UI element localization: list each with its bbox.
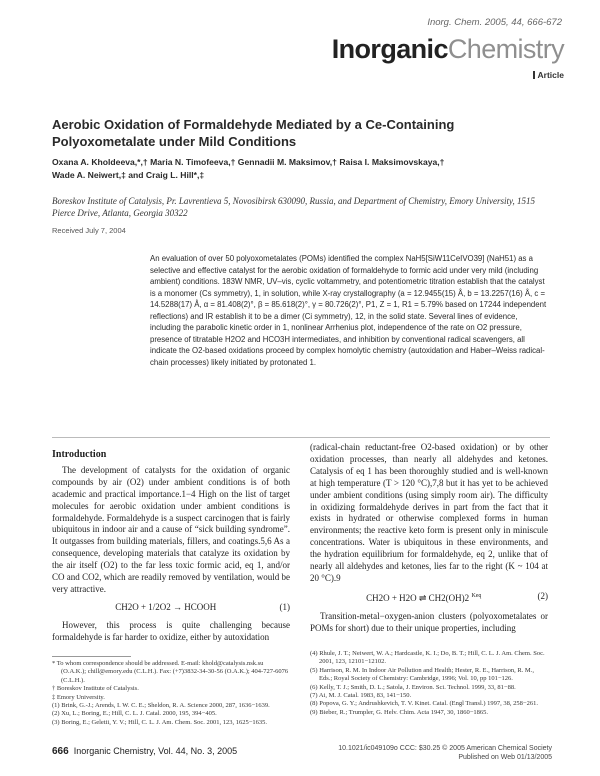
affiliation: Boreskov Institute of Catalysis, Pr. Lavrentieva 5, Novosibirsk 630090, Russia, and Department of Chemistry, Emory University, 1515 Pierce Drive, Atlanta, Georgia 30322: [52, 196, 536, 218]
journal-logo: [331, 34, 564, 84]
footnote-rule: [52, 656, 131, 657]
footnotes-left: [52, 656, 290, 727]
abstract: An evaluation of over 50 polyoxometalates (POMs) identified the complex NaH5[SiW11CeIVO39] (NaH51) as a selective and effective catalyst for the aerobic oxidation of formaldehyde to formic acid under very mild (including ambient) conditions. 183W NMR, UV–vis, cyclic voltammetry, and potentiometric titration establish that the catalyst is a monomer (Cs symmetry), 1, in solution, while X-ray crystallography (a = 12.9455(15) Å, b = 13.2257(16) Å, c = 14.5288(17) Å, α = 81.408(2)°, β = 85.618(2)°, γ = 80.726(2)°, P1, Z = 1, R1 = 5.79% based on 17244 independent reflections) and IR establish it to be a dimer (Ci symmetry), 12, in the solid state. Several lines of evidence, including the parabolic kinetic order in 1, nonlinear Arrhenius plot, independence of the rate on O2 pressure, presence of titratable H2O2 and HCO3H intermediates, and inhibition by conventional radical scavengers, all indicate the O2-based oxidations proceed by complex homolytic chemistry (autoxidation and Haber–Weiss radical-chain processes) likely initiated by protonated 1.: [150, 254, 547, 367]
author-list: [52, 156, 542, 181]
reference: (8) Popova, G. Y.; Andrushkevich, T. V. Kinet. Catal. (Engl Transl.) 1997, 38, 258−261.: [310, 700, 538, 708]
page-footer-left: [52, 746, 237, 757]
author-line-1: Oxana A. Kholdeeva,*,† Maria N. Timofeeva,† Gennadii M. Maksimov,† Raisa I. Maksimovskaya,†: [52, 157, 445, 167]
equation-2-body: [310, 591, 538, 605]
section-heading-introduction: Introduction: [52, 449, 107, 460]
reference: (6) Kelly, T. J.; Smith, D. L.; Satola, J. Environ. Sci. Technol. 1999, 33, 81−88.: [310, 683, 516, 691]
footnote: ‡ Emory University.: [52, 693, 105, 701]
logo-text-chemistry: Chemistry: [447, 34, 564, 64]
equation-2-constant: Keq: [471, 592, 482, 599]
paragraph: However, this process is quite challenging because formaldehyde is far harder to oxidize, either by autoxidation: [52, 619, 290, 642]
reference: (5) Harrison, R. M. In Indoor Air Pollution and Health; Hester, R. E., Harrison, R. M., Eds.; Royal Society of Chemistry: Cambridge, 1996; Vol. 10, pp 101−126.: [310, 666, 534, 683]
reference: (2) Xu, L.; Boring, E.; Hill, C. L. J. Catal. 2000, 195, 394−405.: [52, 710, 217, 718]
reference: (3) Boring, E.; Geletii, Y. V.; Hill, C. L. J. Am. Chem. Soc. 2001, 123, 1625−1635.: [52, 718, 268, 726]
body-column-left: [52, 449, 290, 644]
equation-2-number: (2): [537, 590, 548, 601]
body-column-right: [310, 442, 548, 635]
logo-text-inorganic: Inorganic: [331, 34, 448, 64]
equation-2-text: CH2O + H2O ⇌ CH2(OH)2: [366, 592, 470, 603]
page-footer-right: [338, 744, 552, 762]
journal-citation: Inorg. Chem. 2005, 44, 666-672: [427, 17, 562, 28]
reference: (1) Brink, G.-J.; Arends, I. W. C. E.; Sheldon, R. A. Science 2000, 287, 1636−1639.: [52, 702, 270, 710]
section-divider: [52, 437, 550, 438]
author-line-2: Wade A. Neiwert,‡ and Craig L. Hill*,‡: [52, 169, 205, 180]
received-date: Received July 7, 2004: [52, 226, 126, 235]
equation-1-body: CH2O + 1/2O2 → HCOOH: [115, 601, 217, 612]
reference: (7) Ai, M. J. Catal. 1983, 83, 141−150.: [310, 692, 412, 700]
footnotes-right: [310, 650, 548, 717]
page-number: 666: [52, 746, 69, 757]
journal-issue: Inorganic Chemistry, Vol. 44, No. 3, 2005: [73, 746, 238, 756]
footnote: † Boreskov Institute of Catalysis.: [52, 685, 139, 693]
reference: (4) Rhule, J. T.; Neiwert, W. A.; Hardcastle, K. I.; Do, B. T.; Hill, C. L. J. Am. Chem. Soc. 2001, 123, 12101−12102.: [310, 650, 545, 666]
paragraph: (radical-chain reductant-free O2-based oxidation) or by other oxidation processes, than nearly all aldehydes and ketones. Catalysis of eq 1 has been thoroughly studied and is well-known at high temperature (T > 120 °C),7,8 but it has yet to be achieved under ambient conditions (using simply room air). The difficulty in oxidizing formaldehyde derives in part from the fact that it exists in hydrated or otherwise complexed forms in human environments; the reactive keto form is present only in miniscule concentrations. Water is ubiquitous in these environments, and the hydration equilibrium for formaldehyde, eq 2, unlike that of nearly all aldehydes and ketones, lies far to the right (K ~ 104 at 20 °C).9: [310, 442, 548, 583]
paragraph: The development of catalysts for the oxidation of organic compounds by air (O2) under ambient conditions is of both academic and practical importance.1−4 High on the list of target molecules for aerobic oxidation under ambient conditions is formaldehyde. Formaldehyde is a suspect carcinogen that is fairly ubiquitous in indoor air and a cause of “sick building syndrome”. It outgasses from building materials, fillers, and coatings.5,6 As a consequence, developing materials that catalyze its oxidation by the air itself (O2) to the far less toxic formic acid, eq 1, and/or CO and CO2, which are readily removed by ventilation, would be very attractive.: [52, 464, 290, 594]
equation-1-number: (1): [279, 601, 290, 612]
article-title: Aerobic Oxidation of Formaldehyde Mediated by a Ce-Containing Polyoxometalate under Mild Conditions: [52, 117, 455, 149]
paragraph: Transition-metal−oxygen-anion clusters (polyoxometalates or POMs for short) due to their unique properties, including: [310, 610, 548, 633]
doi-copyright: 10.1021/ic049109o CCC: $30.25 © 2005 American Chemical Society: [338, 745, 552, 752]
article-type-label: Article: [533, 70, 564, 80]
published-date: Published on Web 01/13/2005: [458, 754, 552, 761]
footnote: * To whom correspondence should be addressed. E-mail: khold@catalysis.nsk.su (O.A.K.); chill@emory.edu (C.L.H.). Fax: (+7)3832-34-30-56 (O.A.K.); 404-727-6076 (C.L.H.).: [52, 660, 289, 684]
equation-1: [52, 602, 290, 614]
reference: (9) Bieber, R.; Trumpler, G. Helv. Chim. Acta 1947, 30, 1860−1865.: [310, 708, 489, 716]
equation-2: [310, 591, 548, 605]
